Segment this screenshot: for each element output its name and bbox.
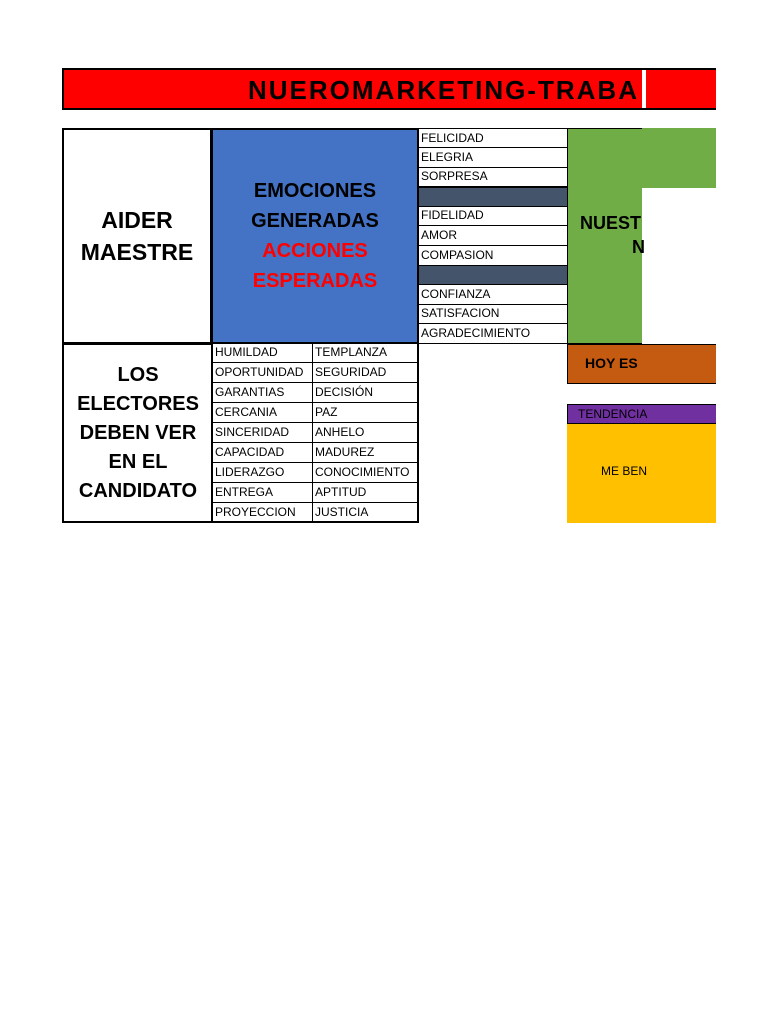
yellow-block <box>567 424 716 523</box>
value-cell: ANHELO <box>313 423 419 443</box>
candidate-last-name: MAESTRE <box>80 239 194 265</box>
emotion-cell: AGRADECIMIENTO <box>418 324 568 344</box>
value-cell: PROYECCION <box>213 503 313 523</box>
value-cell: DECISIÓN <box>313 383 419 403</box>
voters-line: DEBEN VER <box>79 421 197 444</box>
emotion-cell: SORPRESA <box>418 167 568 187</box>
orange-block-text: HOY ES <box>585 355 638 371</box>
voters-line: LOS <box>117 363 159 386</box>
emotion-separator <box>418 187 568 207</box>
value-cell: CONOCIMIENTO <box>313 463 419 483</box>
value-cell: CAPACIDAD <box>213 443 313 463</box>
green-block <box>567 128 645 344</box>
actions-line-2: ESPERADAS <box>252 270 378 292</box>
candidate-first-name: AIDER <box>101 207 173 233</box>
emotion-cell: SATISFACION <box>418 304 568 324</box>
sheet-title: NUEROMARKETING-TRABA <box>248 75 639 105</box>
value-cell: SINCERIDAD <box>213 423 313 443</box>
value-cell: JUSTICIA <box>315 505 369 519</box>
value-cell: SEGURIDAD <box>313 363 419 383</box>
voters-line: EN EL <box>108 450 168 473</box>
value-cell: OPORTUNIDAD <box>213 363 313 383</box>
green-block-extension <box>642 128 716 188</box>
purple-block-text: TENDENCIA <box>578 407 648 421</box>
value-cell: MADUREZ <box>313 443 419 463</box>
emotion-separator <box>418 265 568 285</box>
emotion-cell: AMOR <box>418 226 568 246</box>
yellow-block-text: ME BEN <box>601 464 648 478</box>
emotion-cell: COMPASION <box>418 246 568 266</box>
voters-line: CANDIDATO <box>78 479 198 502</box>
emotion-cell: FIDELIDAD <box>418 206 568 226</box>
emotions-header-cell <box>211 128 419 344</box>
value-cell: HUMILDAD <box>213 343 313 363</box>
green-block-text: NUEST <box>580 213 642 233</box>
voters-should-see-cell <box>62 343 212 523</box>
column-cut <box>642 70 646 108</box>
value-cell: LIDERAZGO <box>213 463 313 483</box>
candidate-name-cell <box>62 128 212 344</box>
orange-block <box>567 344 716 384</box>
value-cell: ENTREGA <box>213 483 313 503</box>
value-cell: APTITUD <box>313 483 419 503</box>
emotion-cell: ELEGRIA <box>418 148 568 168</box>
title-banner <box>62 68 716 110</box>
voters-line: ELECTORES <box>77 392 199 415</box>
value-cell: TEMPLANZA <box>313 343 419 363</box>
purple-block <box>567 404 716 424</box>
value-cell: GARANTIAS <box>213 383 313 403</box>
emotion-cell: CONFIANZA <box>418 285 568 305</box>
emotions-line-2: GENERADAS <box>251 210 379 232</box>
emotion-cell: FELICIDAD <box>418 128 568 148</box>
value-cell: CERCANIA <box>213 403 313 423</box>
values-grid <box>211 343 419 523</box>
actions-line-1: ACCIONES <box>262 240 368 262</box>
value-cell: PAZ <box>313 403 419 423</box>
emotions-line-1: EMOCIONES <box>253 180 377 202</box>
green-block-text: N <box>632 237 645 257</box>
